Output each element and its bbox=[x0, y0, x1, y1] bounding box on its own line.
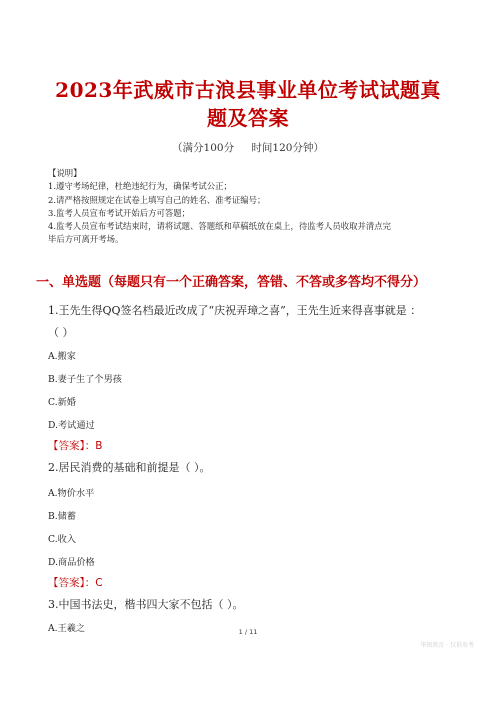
section-heading: 一、单选题（每题只有一个正确答案，答错、不答或多答均不得分） bbox=[36, 275, 427, 290]
score-info: （满分100分 bbox=[172, 142, 235, 154]
instructions bbox=[48, 167, 458, 247]
question-1-answer: 【答案】：B bbox=[48, 440, 103, 452]
question-2-option-a: A.物价水平 bbox=[48, 488, 95, 499]
question-2-stem: 2.居民消费的基础和前提是（ ）。 bbox=[48, 461, 211, 474]
question-1-stem: 1.王先生得QQ签名档最近改成了“庆祝弄璋之喜”，王先生近来得喜事就是 ： bbox=[48, 304, 422, 317]
title-line-1: 2023年武威市古浪县事业单位考试试题真 bbox=[55, 78, 441, 102]
document-title bbox=[36, 76, 460, 132]
question-1-option-b: B.妻子生了个男孩 bbox=[48, 374, 122, 385]
instruction-item: 1.遵守考场纪律，杜绝违纪行为，确保考试公正； bbox=[48, 181, 232, 192]
instruction-item: 3.监考人员宣布考试开始后方可答题； bbox=[48, 207, 190, 218]
question-1-option-c: C.新婚 bbox=[48, 397, 76, 408]
title-line-2: 题及答案 bbox=[207, 106, 289, 130]
question-2-answer: 【答案】：C bbox=[48, 577, 103, 589]
question-2-option-b: B.储蓄 bbox=[48, 511, 77, 522]
question-1-stem-cont: （ ） bbox=[48, 326, 74, 339]
question-2-option-c: C.收入 bbox=[48, 534, 76, 545]
instruction-item: 4.监考人员宣布考试结束时，请将试题、答题纸和草稿纸放在桌上，待监考人员收取并清点完 bbox=[48, 221, 391, 232]
question-3-stem: 3.中国书法史，楷书四大家不包括（ ）。 bbox=[48, 598, 244, 611]
question-2-option-d: D.商品价格 bbox=[48, 557, 95, 568]
question-1-option-d: D.考试通过 bbox=[48, 420, 95, 431]
question-1-option-a: A.搬家 bbox=[48, 351, 76, 362]
page-indicator: 1 / 11 bbox=[238, 628, 258, 636]
instruction-item: 2.请严格按照规定在试卷上填写自己的姓名、准考证编号； bbox=[48, 194, 266, 205]
instruction-item: 毕后方可离开考场。 bbox=[48, 234, 124, 245]
instructions-heading: 【说明】 bbox=[48, 168, 82, 178]
question-3-option-a: A.王羲之 bbox=[48, 623, 86, 634]
time-info: 时间120分钟） bbox=[251, 142, 324, 154]
watermark: 华图教育 · 仅供参考 bbox=[420, 642, 474, 649]
exam-info bbox=[0, 140, 496, 155]
